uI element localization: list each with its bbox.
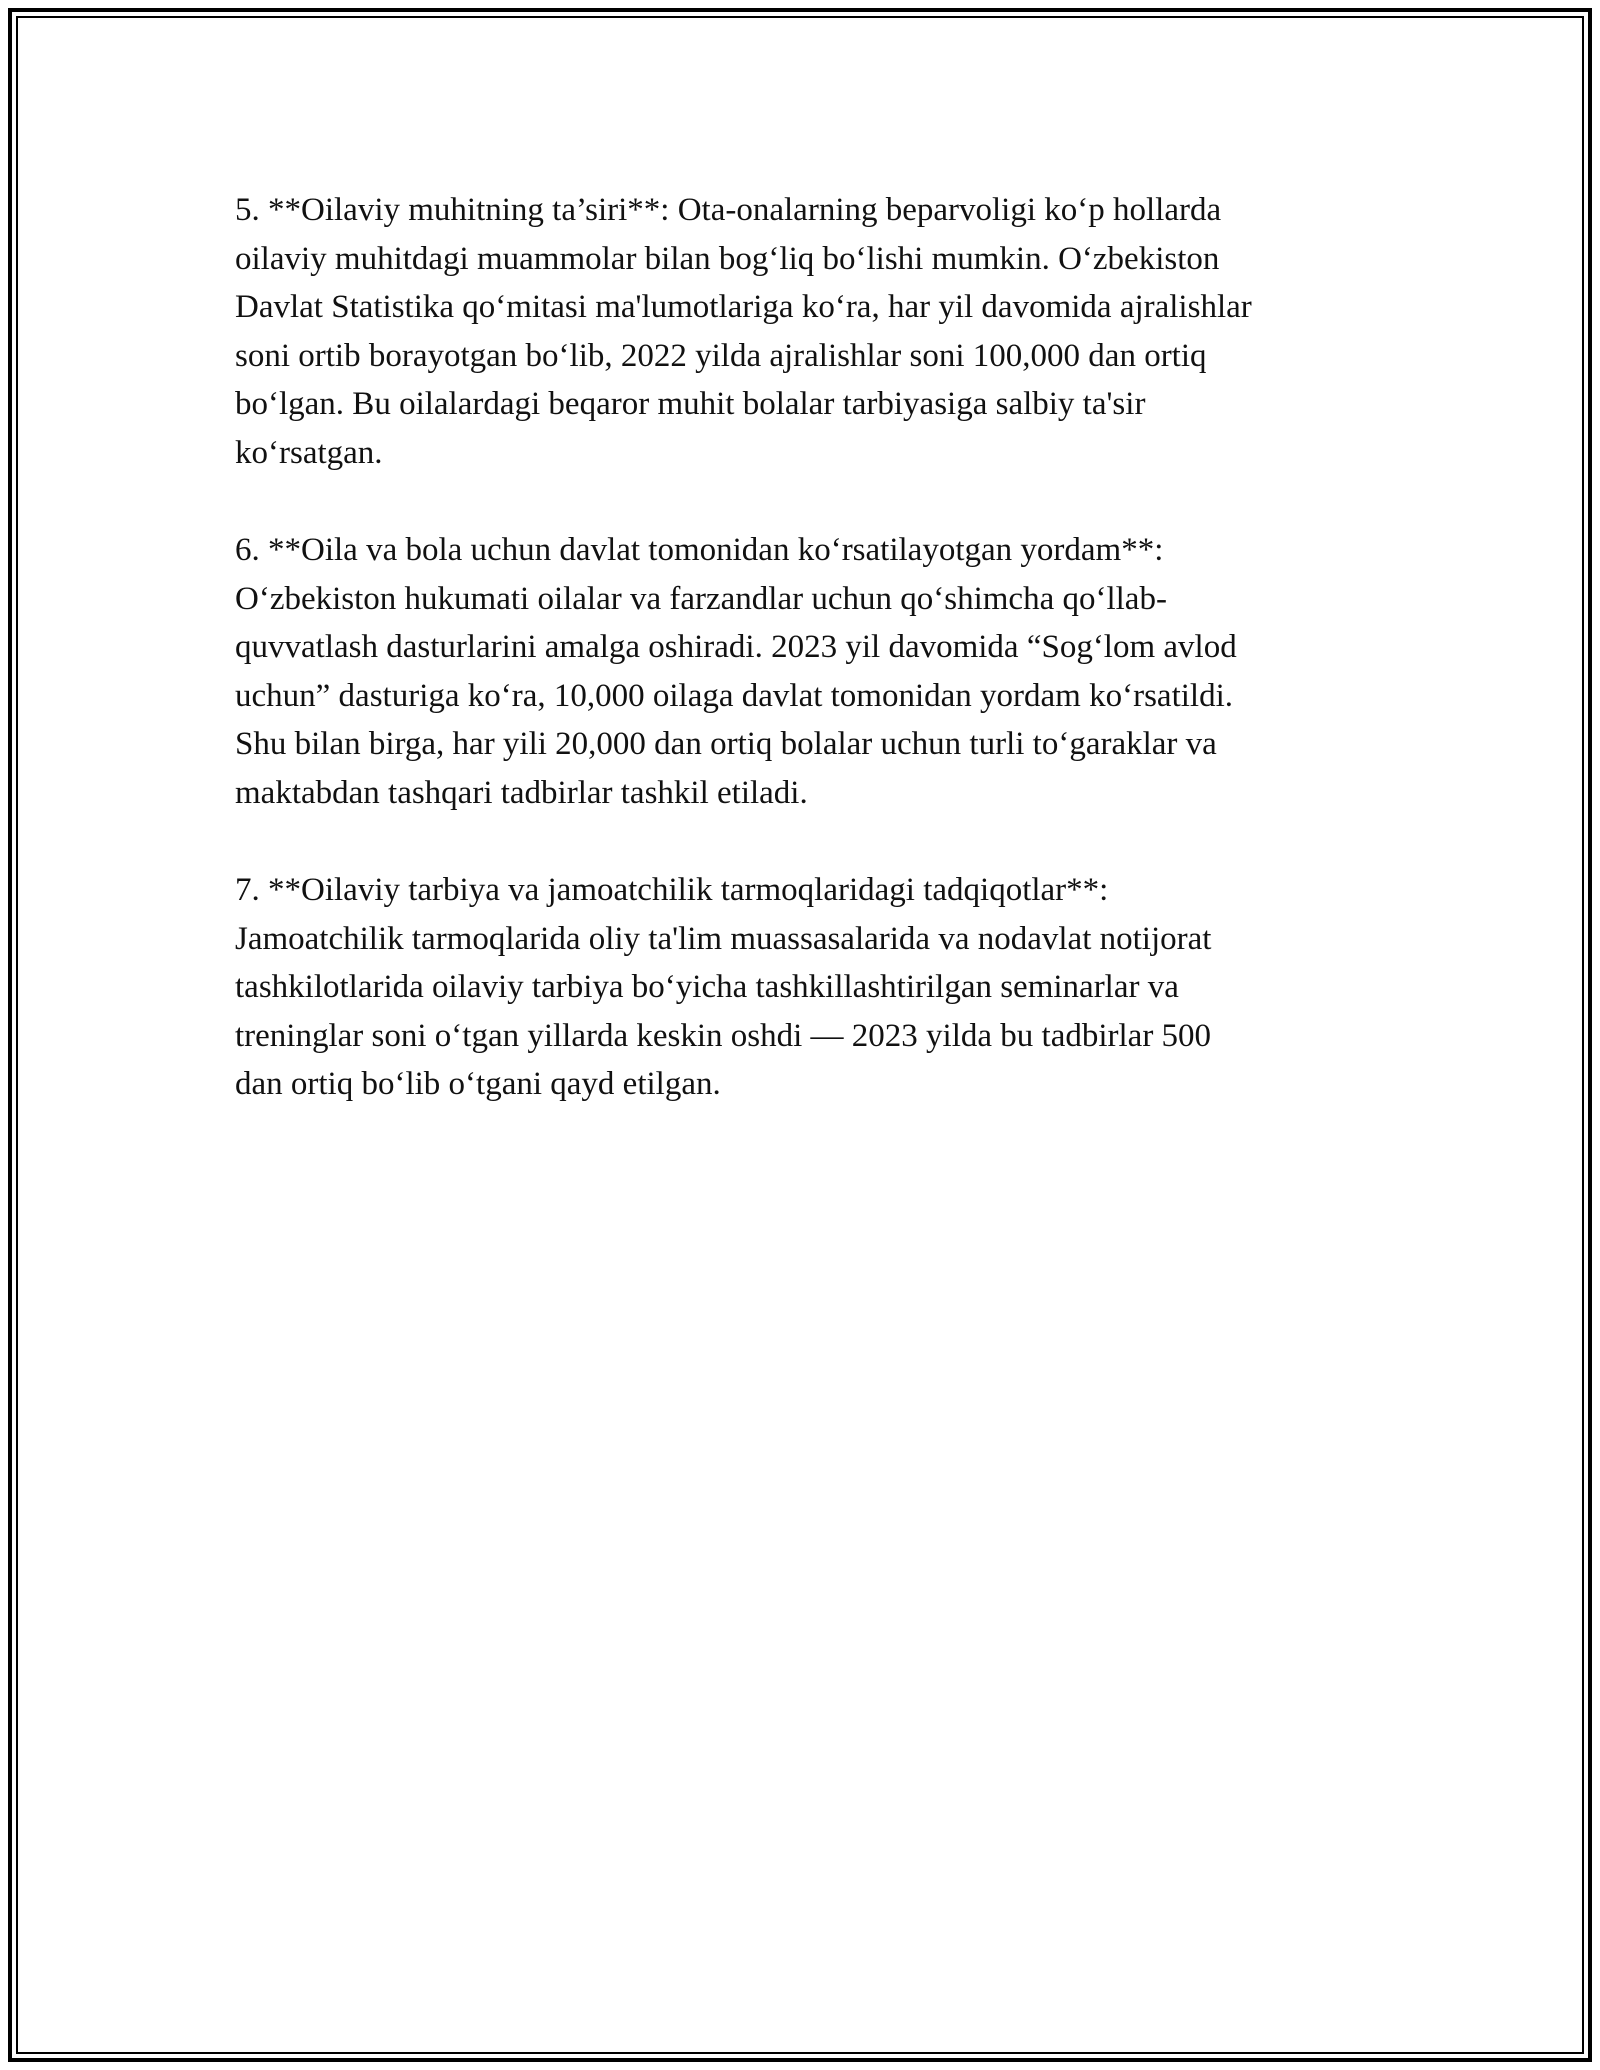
text-line: treninglar soni o‘tgan yillarda keskin oshdi — 2023 yilda bu tadbirlar 500 (235, 1017, 1212, 1054)
paragraph-5-family-environment (235, 186, 1385, 477)
text-line: soni ortib borayotgan bo‘lib, 2022 yilda ajralishlar soni 100,000 dan ortiq (235, 337, 1207, 374)
paragraph-7-research (235, 866, 1385, 1109)
text-line: uchun” dasturiga ko‘ra, 10,000 oilaga davlat tomonidan yordam ko‘rsatildi. (235, 677, 1233, 714)
text-line: bo‘lgan. Bu oilalardagi beqaror muhit bolalar tarbiyasiga salbiy ta'sir (235, 386, 1146, 422)
text-line: 6. **Oila va bola uchun davlat tomonidan ko‘rsatilayotgan yordam**: (235, 532, 1164, 568)
text-line: ko‘rsatgan. (235, 434, 383, 471)
text-line: Jamoatchilik tarmoqlarida oliy ta'lim muassasalarida va nodavlat notijorat (235, 920, 1212, 957)
text-line: 5. **Oilaviy muhitning ta’siri**: Ota-onalarning beparvoligi ko‘p hollarda (235, 192, 1222, 228)
text-line: O‘zbekiston hukumati oilalar va farzandlar uchun qo‘shimcha qo‘llab- (235, 580, 1167, 617)
text-line: quvvatlash dasturlarini amalga oshiradi. 2023 yil davomida “Sog‘lom avlod (235, 629, 1237, 665)
text-line: Davlat Statistika qo‘mitasi ma'lumotlariga ko‘ra, har yil davomida ajralishlar (235, 289, 1252, 325)
paragraph-6-state-support (235, 526, 1385, 817)
text-line: dan ortiq bo‘lib o‘tgani qayd etilgan. (235, 1066, 721, 1102)
text-line: maktabdan tashqari tadbirlar tashkil etiladi. (235, 774, 808, 811)
document-body (235, 186, 1385, 1158)
text-line: Shu bilan birga, har yili 20,000 dan ortiq bolalar uchun turli to‘garaklar va (235, 726, 1217, 762)
text-line: 7. **Oilaviy tarbiya va jamoatchilik tarmoqlaridagi tadqiqotlar**: (235, 872, 1109, 908)
text-line: oilaviy muhitdagi muammolar bilan bog‘liq bo‘lishi mumkin. O‘zbekiston (235, 240, 1220, 277)
text-line: tashkilotlarida oilaviy tarbiya bo‘yicha tashkillashtirilgan seminarlar va (235, 969, 1179, 1005)
